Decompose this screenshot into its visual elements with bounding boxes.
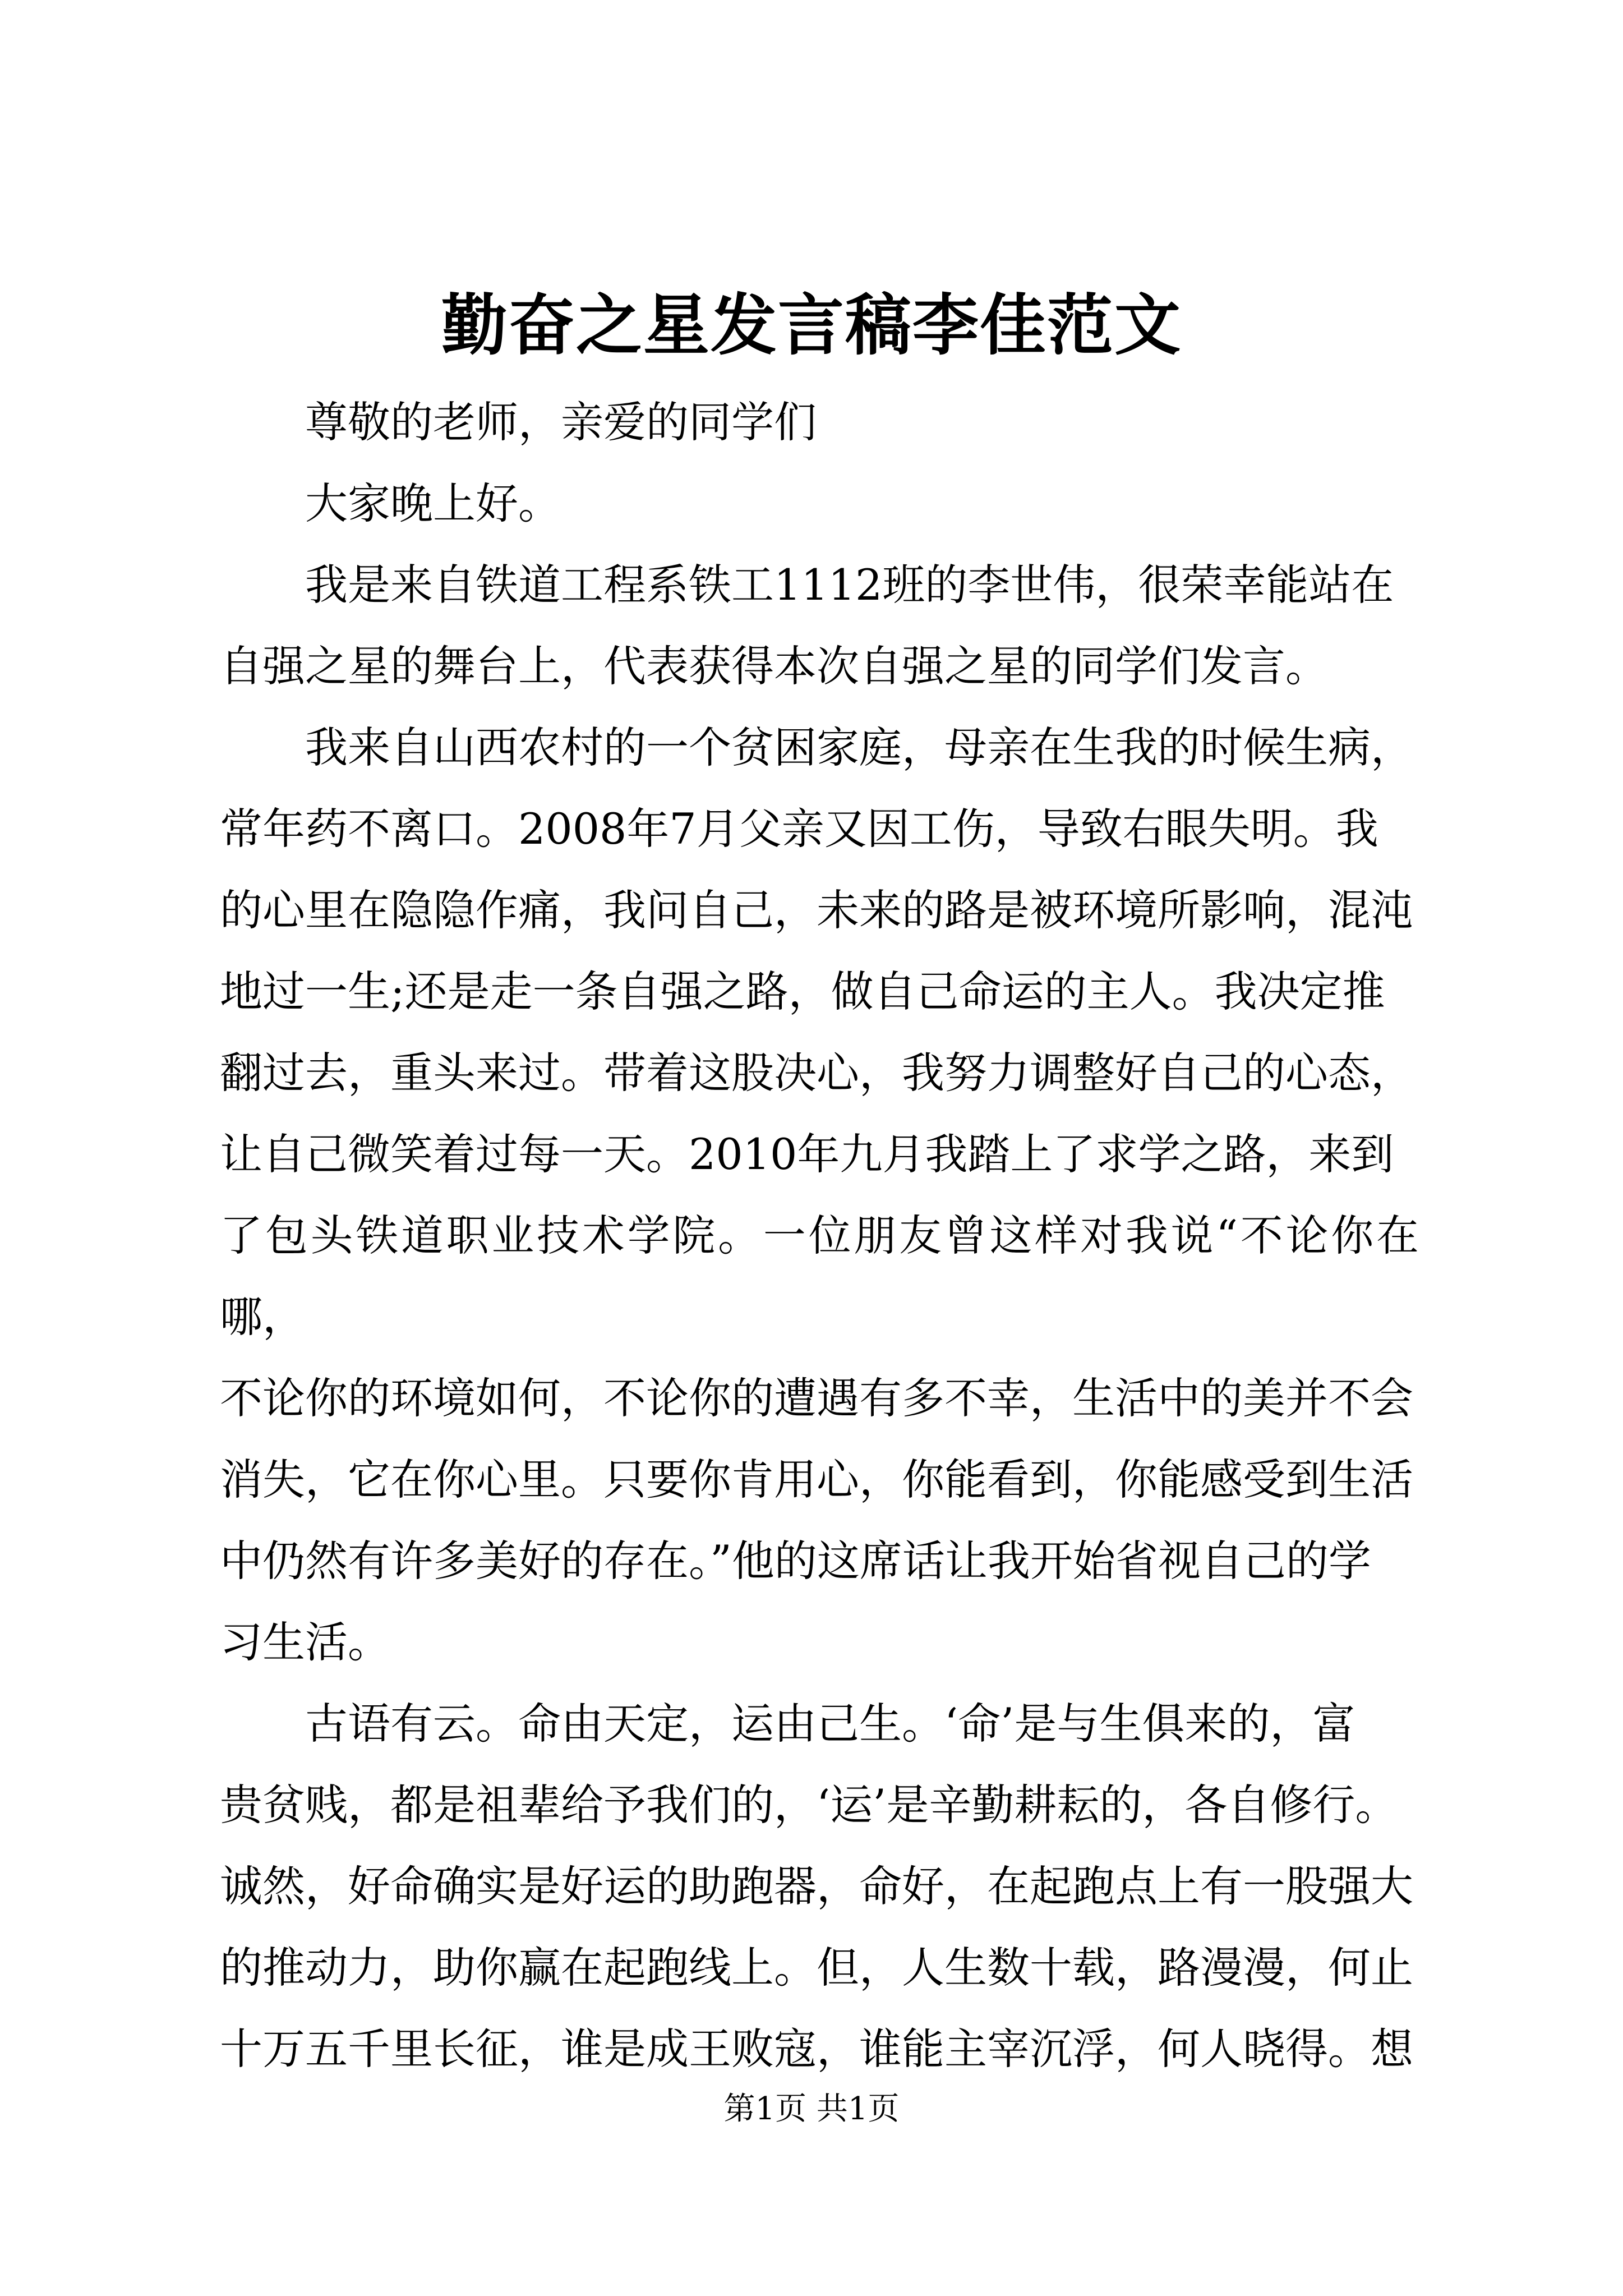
paragraph-introduction: 我是来自铁道工程系铁工1112班的李世伟，很荣幸能站在 自强之星的舞台上，代表获得本次自强之星的同学们发言。: [220, 560, 1394, 691]
paragraph-greeting: 尊敬的老师，亲爱的同学们: [305, 397, 817, 447]
document-body: [220, 381, 1419, 2090]
document-title: 勤奋之星发言稿李佳范文: [441, 286, 1182, 364]
paragraph-background: 我来自山西农村的一个贫困家庭，母亲在生我的时候生病， 常年药不离口。2008年7月父亲又因工伤，导致右眼失明。我 的心里在隐隐作痛，我问自己，未来的路是被环境所影响，混沌 地过一生;还是走一条自强之路，做自己命运的主人。我决定推 翻过去，重头来过。带着这股决心，我努力调整好自己的心态， 让自己微笑着过每一天。2010年九月我踏上了求学之路，来到 了包头铁道职业技术学院。一位朋友曾这样对我说“不论你在哪， 不论你的环境如何，不论你的遭遇有多不幸，生活中的美并不会 消失，它在你心里。只要你肯用心，你能看到，你能感受到生活 中仍然有许多美好的存在。”他的这席话让我开始省视自己的学 习生活。: [220, 723, 1419, 1667]
page-footer: 第1页 共1页: [723, 2091, 900, 2127]
paragraph-salutation: 大家晚上好。: [305, 478, 561, 528]
paragraph-proverb: 古语有云。命由天定，运由己生。‘命’是与生俱来的，富 贵贫贱，都是祖辈给予我们的，‘运’是辛勤耕耘的，各自修行。 诚然，好命确实是好运的助跑器，命好，在起跑点上有一股强大 的推动力，助你赢在起跑线上。但，人生数十载，路漫漫，何止 十万五千里长征，谁是成王败寇，谁能主宰沉浮，何人晓得。想: [220, 1699, 1413, 2074]
